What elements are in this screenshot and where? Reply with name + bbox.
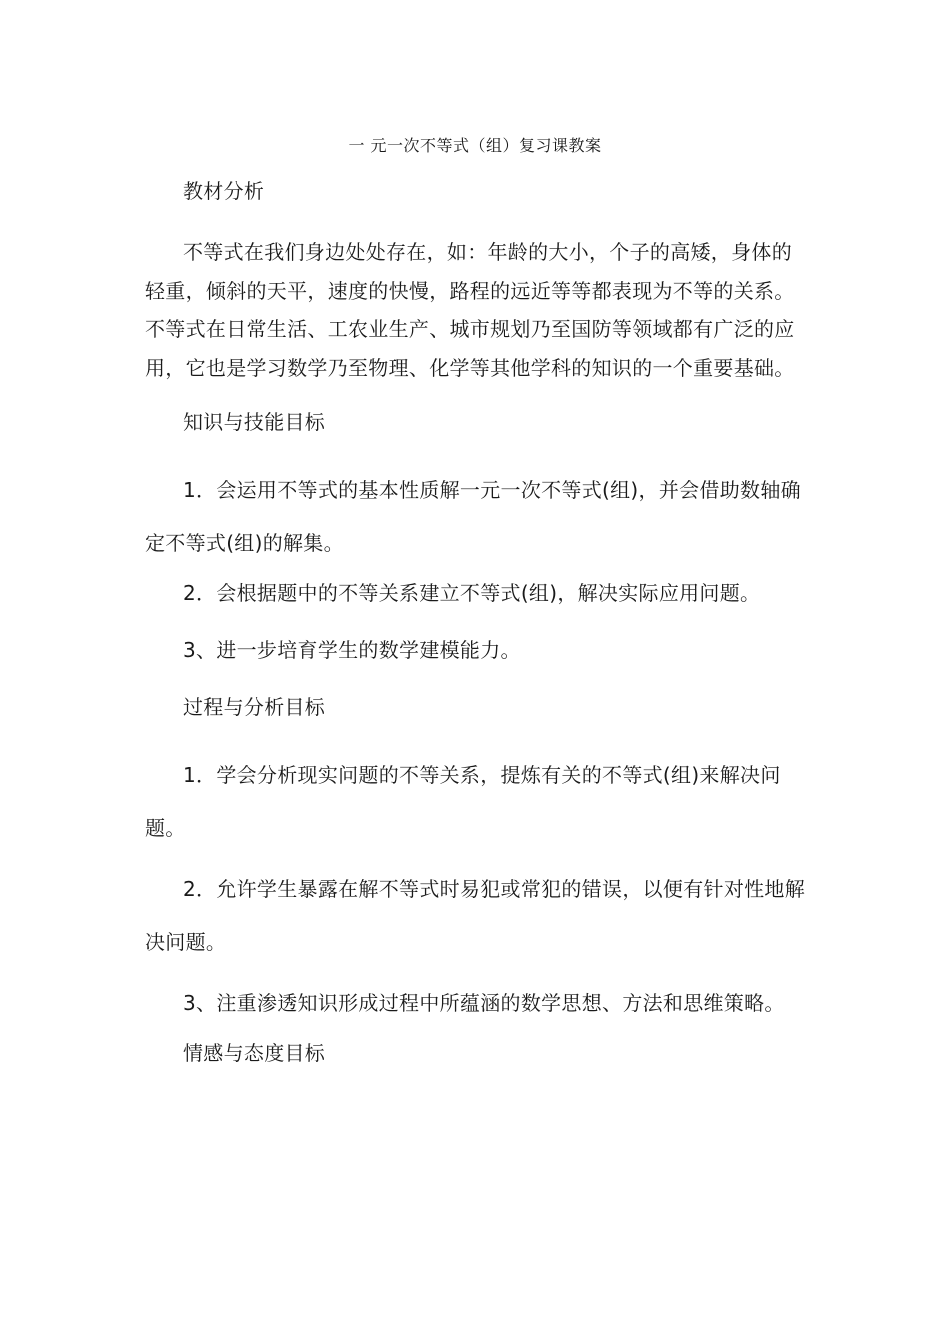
list-item-process-1: 1．学会分析现实问题的不等关系，提炼有关的不等式(组)来解决问题。 <box>145 763 781 840</box>
list-item-knowledge-1: 1．会运用不等式的基本性质解一元一次不等式(组)，并会借助数轴确定不等式(组)的解集。 <box>145 478 801 555</box>
section-heading-emotion-attitude: 情感与态度目标 <box>183 1041 326 1065</box>
list-item-process-3: 3、注重渗透知识形成过程中所蕴涵的数学思想、方法和思维策略。 <box>183 991 785 1015</box>
list-item-knowledge-2: 2．会根据题中的不等关系建立不等式(组)，解决实际应用问题。 <box>183 581 761 605</box>
list-item-knowledge-3: 3、进一步培育学生的数学建模能力。 <box>183 638 521 662</box>
section-heading-process-analysis: 过程与分析目标 <box>183 695 326 719</box>
document-body <box>145 176 810 1095</box>
paragraph-inequality-intro: 不等式在我们身边处处存在，如：年龄的大小，个子的高矮，身体的轻重，倾斜的天平，速度的快慢，路程的远近等等都表现为不等的关系。不等式在日常生活、工农业生产、城市规划乃至国防等领域都有广泛的应用，它也是学习数学乃至物理、化学等其他学科的知识的一个重要基础。 <box>145 240 795 380</box>
section-heading-textbook-analysis: 教材分析 <box>183 179 265 203</box>
section-heading-knowledge-skills: 知识与技能目标 <box>183 410 326 434</box>
document-title: 一 元一次不等式（组）复习课教案 <box>348 136 602 155</box>
list-item-process-2: 2．允许学生暴露在解不等式时易犯或常犯的错误，以便有针对性地解决问题。 <box>145 877 806 954</box>
